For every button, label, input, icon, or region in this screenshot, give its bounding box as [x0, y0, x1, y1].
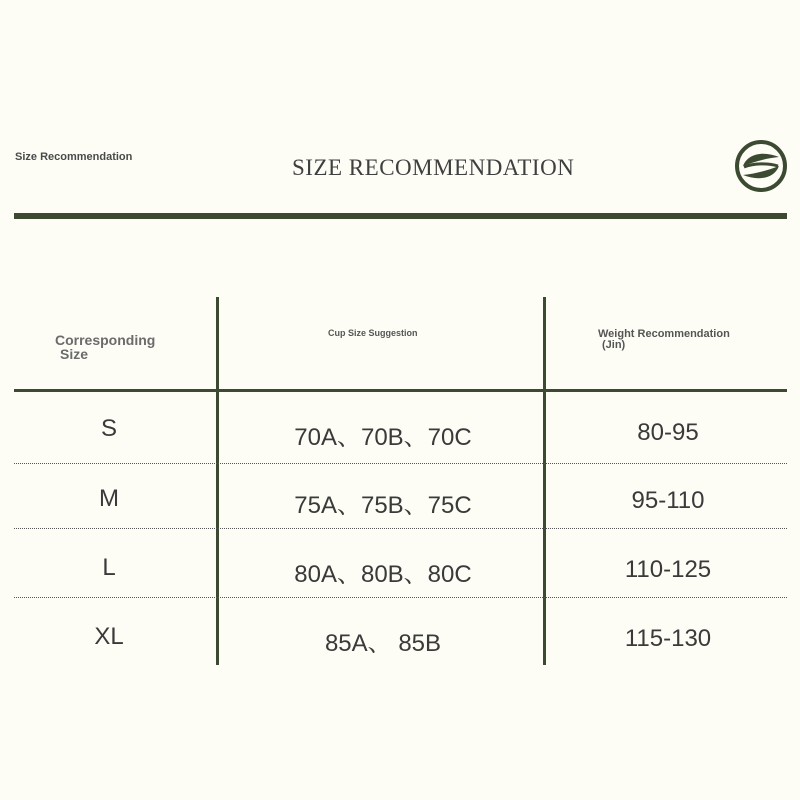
table-header-divider [14, 389, 787, 392]
table-cell-cup: 85A、 85B [324, 630, 442, 657]
col-header-size-line2: Size [60, 346, 89, 362]
table-cell-cup: 70A、70B、70C [294, 424, 472, 451]
column-divider-2 [543, 297, 546, 665]
table-cell-weight: 95-110 [631, 487, 705, 514]
row-divider [14, 528, 787, 529]
col-header-weight-line1: Weight Recommendation [598, 328, 730, 340]
table-cell-size: M [99, 485, 119, 512]
table-cell-size: L [102, 554, 116, 581]
col-header-weight [598, 329, 730, 351]
leaf-circle-logo-icon [734, 139, 788, 193]
table-cell-cup: 75A、75B、75C [294, 492, 472, 519]
page-title: SIZE RECOMMENDATION [292, 155, 575, 180]
header-divider [14, 213, 787, 219]
col-header-weight-line2: (Jin) [602, 339, 626, 351]
row-divider [14, 597, 787, 598]
table-cell-weight: 115-130 [624, 625, 712, 652]
table-cell-cup: 80A、80B、80C [294, 561, 472, 588]
row-divider [14, 463, 787, 464]
table-cell-weight: 110-125 [624, 556, 712, 583]
column-divider-1 [216, 297, 219, 665]
col-header-size-line1: Corresponding [55, 332, 156, 348]
header-small-label: Size Recommendation [15, 151, 133, 163]
table-cell-size: XL [94, 623, 124, 650]
table-cell-weight: 80-95 [637, 419, 699, 446]
col-header-size [55, 333, 155, 361]
table-cell-size: S [100, 415, 117, 442]
col-header-cup: Cup Size Suggestion [328, 328, 418, 338]
